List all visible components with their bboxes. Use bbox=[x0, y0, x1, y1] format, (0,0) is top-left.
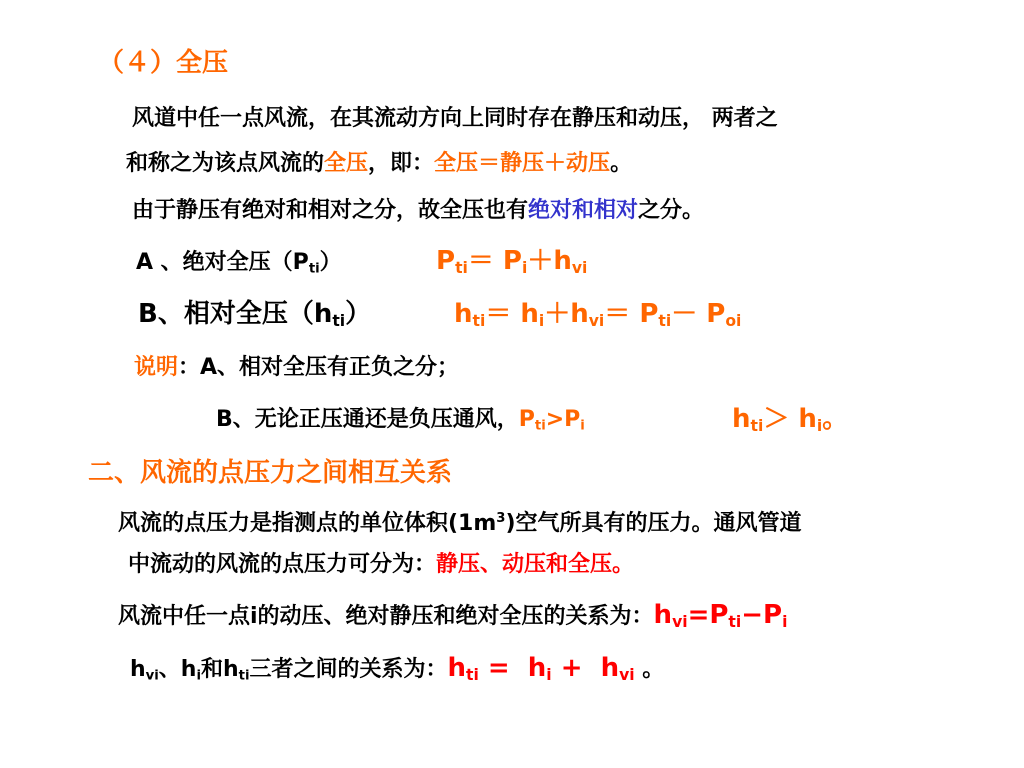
section2-line2 bbox=[128, 547, 634, 578]
s2-l4-sep1: 、h bbox=[158, 657, 197, 682]
section-2-heading: 二、风流的点压力之间相互关系 bbox=[88, 458, 453, 488]
s2-pressure-types: 静压、动压和全压。 bbox=[436, 552, 635, 577]
s2-line1-a: 风流的点压力是指测点的单位体积(1m bbox=[118, 511, 497, 536]
rel-label-end: ） bbox=[345, 299, 372, 329]
formula-total-pressure: 全压＝静压＋动压 bbox=[434, 151, 611, 176]
rel-f-vi: vi bbox=[588, 311, 605, 330]
heading-total-pressure: （４）全压 bbox=[98, 48, 229, 78]
note-line-a bbox=[134, 350, 459, 381]
para1-line2-sep: ，即： bbox=[368, 151, 435, 176]
abs-f-vi: vi bbox=[571, 258, 588, 277]
relative-total-pressure-label bbox=[138, 293, 371, 330]
s2-l4-end: 。 bbox=[634, 657, 665, 682]
para1-line3 bbox=[132, 193, 704, 224]
abs-f-ti: ti bbox=[455, 258, 468, 277]
s2-l4-ti: ti bbox=[238, 668, 250, 684]
section2-line4 bbox=[130, 652, 664, 684]
note-b-formula2 bbox=[732, 398, 848, 435]
section2-line1 bbox=[118, 506, 802, 537]
para1-line3-text: 由于静压有绝对和相对之分，故全压也有 bbox=[132, 198, 529, 223]
s2-line1-sup: 3 bbox=[496, 511, 506, 527]
absolute-total-pressure-label bbox=[136, 245, 342, 276]
note-a-text: ：A、相对全压有正负之分； bbox=[178, 355, 460, 380]
s2-line3-formula: $h_{vi}=P_{ti}-P_i$ bbox=[653, 600, 788, 631]
s2-line2-a: 中流动的风流的点压力可分为： bbox=[128, 552, 437, 577]
para1-line2-end: 。 bbox=[610, 151, 633, 176]
section2-line3 bbox=[118, 599, 787, 631]
s2-l4-and: 和h bbox=[201, 657, 239, 682]
note-b-formula1: $P_{ti}>P_i$ bbox=[518, 407, 585, 434]
absolute-total-pressure-formula bbox=[436, 240, 587, 277]
term-absolute-relative: 绝对和相对 bbox=[528, 198, 639, 223]
para1-line3-end: 之分。 bbox=[638, 198, 705, 223]
para1-line2-text: 和称之为该点风流的 bbox=[126, 151, 325, 176]
s2-line1-b: )空气所具有的压力。通风管道 bbox=[505, 511, 802, 536]
rel-f-h: h bbox=[454, 299, 473, 329]
abs-f-eq: ＝ P bbox=[467, 246, 522, 276]
note-b-end: 。 bbox=[822, 404, 849, 434]
rel-f-plus: ＋h bbox=[544, 299, 589, 329]
rel-label-sub: ti bbox=[332, 311, 346, 330]
note-b-h: h bbox=[732, 404, 751, 434]
note-b-ti2: ti bbox=[750, 416, 764, 435]
rel-f-eq1: ＝ h bbox=[485, 299, 539, 329]
s2-l4-formula: $h_{ti} = h_i + h_{vi}$ bbox=[447, 653, 635, 684]
note-line-b bbox=[216, 402, 585, 433]
note-b-i2: i bbox=[816, 416, 823, 435]
abs-f-plus: ＋h bbox=[527, 246, 572, 276]
abs-label-sub: ti bbox=[308, 261, 320, 277]
para1-line2 bbox=[126, 146, 632, 177]
rel-f-eq2: ＝ P bbox=[604, 299, 659, 329]
rel-f-i: i bbox=[538, 311, 545, 330]
rel-f-minus: － P bbox=[671, 299, 726, 329]
s2-line3-a: 风流中任一点i的动压、绝对静压和绝对全压的关系为： bbox=[118, 604, 654, 629]
note-b-text: B、无论正压通还是负压通风， bbox=[216, 407, 519, 432]
abs-f-i: i bbox=[521, 258, 528, 277]
note-b-gt2: ＞ h bbox=[763, 404, 817, 434]
s2-l4-vi: vi bbox=[145, 668, 159, 684]
abs-label-end: ） bbox=[319, 250, 342, 275]
para1-line1: 风道中任一点风流，在其流动方向上同时存在静压和动压， 两者之 bbox=[132, 106, 778, 131]
s2-l4-i: i bbox=[196, 668, 201, 684]
rel-f-ti: ti bbox=[472, 311, 486, 330]
rel-label-text: B、相对全压（h bbox=[138, 299, 333, 329]
s2-l4-text: 三者之间的关系为： bbox=[249, 657, 448, 682]
s2-l4-h1: h bbox=[130, 657, 146, 682]
abs-label-text: A 、绝对全压（P bbox=[136, 250, 309, 275]
relative-total-pressure-formula bbox=[454, 293, 741, 330]
abs-f-P: P bbox=[436, 246, 456, 276]
rel-f-oi: oi bbox=[725, 311, 742, 330]
rel-f-ti2: ti bbox=[658, 311, 672, 330]
term-total-pressure: 全压 bbox=[324, 151, 369, 176]
note-label: 说明 bbox=[134, 355, 179, 380]
